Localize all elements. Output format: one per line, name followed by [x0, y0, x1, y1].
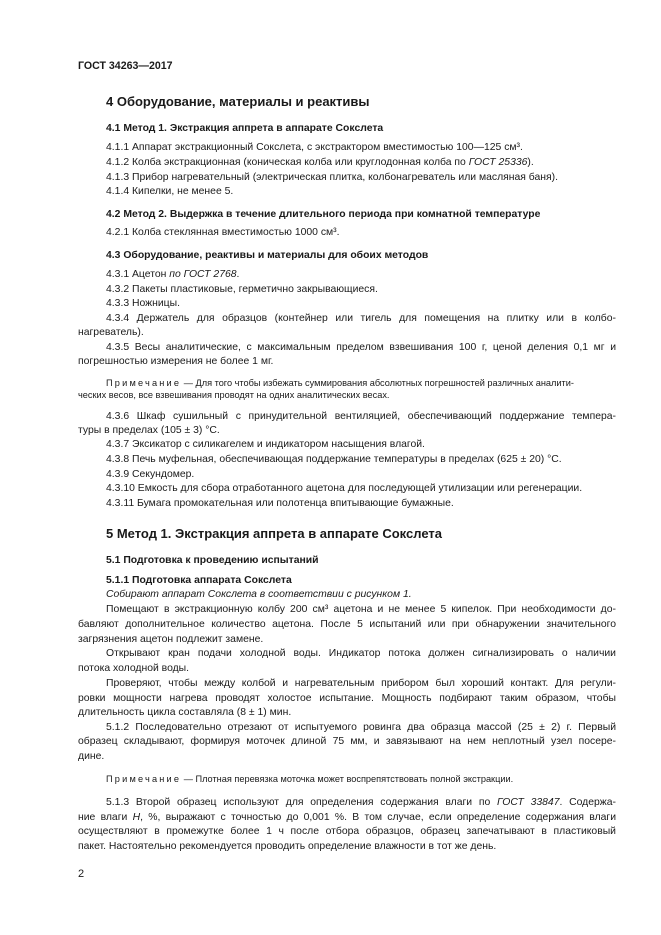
para-check-line2: ровки мощности нагрева проводят холостое испытание. Мощность подбирают таким образом, чтобы [78, 693, 616, 704]
subsection-4-1-title: 4.1 Метод 1. Экстракция аппрета в аппарате Сокслета [106, 123, 384, 134]
note-label: Примечание [106, 774, 182, 784]
item-4-3-6-line1: 4.3.6 Шкаф сушильный с принудительной вентиляцией, обеспечивающий поддержание темпера- [106, 411, 616, 422]
note-1-line2: ческих весов, все взвешивания проводят на одних аналитических весах. [78, 390, 390, 400]
item-4-1-4: 4.1.4 Кипелки, не менее 5. [106, 186, 234, 197]
item-4-1-3: 4.1.3 Прибор нагревательный (электрическая плитка, колбонагреватель или масляная баня). [106, 172, 558, 183]
item-4-3-5-line1: 4.3.5 Весы аналитические, с максимальным пределом взвешивания 100 г, ценой деления 0,1 мг и [106, 342, 616, 353]
document-id: ГОСТ 34263—2017 [78, 60, 173, 72]
subsection-5-1-title: 5.1 Подготовка к проведению испытаний [106, 555, 319, 566]
item-4-3-4-line2: нагреватель). [78, 327, 144, 338]
item-4-3-9: 4.3.9 Секундомер. [106, 469, 195, 480]
para-open-line1: Открывают кран подачи холодной воды. Индикатор потока должен сигнализировать о наличии [106, 648, 616, 659]
para-5-1-3-line2: ние влаги H, %, выражают с точностью до 0,001 %. В том случае, если определение содержания влаги [78, 812, 617, 823]
para-5-1-2-line1: 5.1.2 Последовательно отрезают от испытуемого ровинга два образца массой (25 ± 2) г. Первый [106, 722, 616, 733]
para-5-1-2-line2: образец складывают, формируя моточек длиной 75 мм, и завязывают на нем неплотный узел посере- [78, 736, 616, 747]
item-4-3-8: 4.3.8 Печь муфельная, обеспечивающая поддержание температуры в пределах (625 ± 20) °C. [106, 454, 562, 465]
para-5-1-3-line3: осуществляют в промежутке более 1 ч после отбора образцов, образец запечатывают в пластиковый [78, 826, 616, 837]
item-4-1-1: 4.1.1 Аппарат экстракционный Сокслета, с экстрактором вместимостью 100—125 см³. [106, 142, 523, 153]
note-label: Примечание [106, 378, 182, 388]
item-4-3-4-line1: 4.3.4 Держатель для образцов (контейнер или тигель для помещения на плитку или в колбо- [106, 313, 616, 324]
para-place-line2: бавляют дополнительное количество ацетона. После 5 испытаний или при обнаружении значительного [78, 619, 616, 630]
para-5-1-3-line1: 5.1.3 Второй образец используют для определения содержания влаги по ГОСТ 33847. Содержа- [106, 797, 616, 808]
para-assemble: Собирают аппарат Сокслета в соответствии с рисунком 1. [106, 589, 412, 600]
para-check-line3: длительность цикла составляла (8 ± 1) мин. [78, 707, 292, 718]
subsection-5-1-1-title: 5.1.1 Подготовка аппарата Сокслета [106, 575, 292, 586]
para-5-1-2-line3: дине. [78, 751, 105, 762]
note-2: Примечание — Плотная перевязка моточка может воспрепятствовать полной экстракции. [106, 774, 514, 784]
para-place-line3: загрязнения ацетон подлежит замене. [78, 634, 264, 645]
item-4-3-1: 4.3.1 Ацетон по ГОСТ 2768. [106, 269, 240, 280]
item-4-3-10: 4.3.10 Емкость для сбора отработанного ацетона для последующей утилизации или регенерации. [106, 483, 583, 494]
subsection-4-3-title: 4.3 Оборудование, реактивы и материалы для обоих методов [106, 250, 429, 261]
note-1-line1: Примечание — Для того чтобы избежать суммирования абсолютных погрешностей различных аналити- [106, 378, 574, 388]
item-4-3-2: 4.3.2 Пакеты пластиковые, герметично закрывающиеся. [106, 284, 378, 295]
page-number: 2 [78, 868, 85, 880]
item-4-1-2: 4.1.2 Колба экстракционная (коническая колба или круглодонная колба по ГОСТ 25336). [106, 157, 534, 168]
para-5-1-3-line4: пакет. Настоятельно рекомендуется проводить определение влажности в тот же день. [78, 841, 497, 852]
para-place-line1: Помещают в экстракционную колбу 200 см³ ацетона и не менее 5 кипелок. При необходимости до- [106, 604, 616, 615]
item-4-3-5-line2: погрешностью измерения не более 1 мг. [78, 356, 274, 367]
section-4-title: 4 Оборудование, материалы и реактивы [106, 94, 370, 109]
para-open-line2: потока холодной воды. [78, 663, 190, 674]
item-4-3-6-line2: туры в пределах (105 ± 3) °C. [78, 425, 220, 436]
item-4-3-3: 4.3.3 Ножницы. [106, 298, 180, 309]
section-5-title: 5 Метод 1. Экстракция аппрета в аппарате Сокслета [106, 526, 442, 541]
subsection-4-2-title: 4.2 Метод 2. Выдержка в течение длительного периода при комнатной температуре [106, 209, 541, 220]
item-4-3-11: 4.3.11 Бумага промокательная или полотенца впитывающие бумажные. [106, 498, 454, 509]
item-4-2-1: 4.2.1 Колба стеклянная вместимостью 1000 см³. [106, 227, 340, 238]
item-4-3-7: 4.3.7 Эксикатор с силикагелем и индикатором насыщения влагой. [106, 439, 425, 450]
para-check-line1: Проверяют, чтобы между колбой и нагревательным прибором был хороший контакт. Для регули- [106, 678, 616, 689]
